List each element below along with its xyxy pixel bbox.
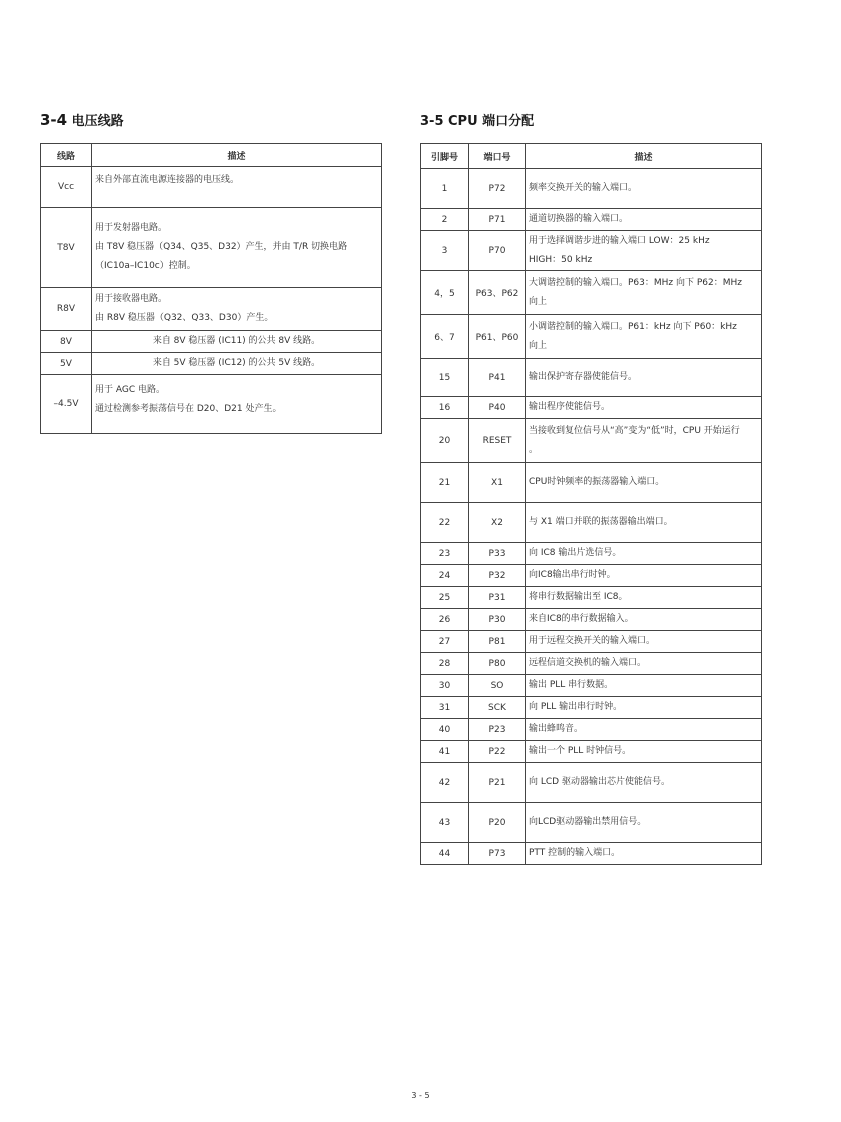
table-row: [421, 543, 762, 565]
pin-cell: 21: [421, 463, 469, 503]
description-line: 向LCD驱动器输出禁用信号。: [529, 817, 647, 827]
description-cell: [526, 675, 762, 697]
description-line: 输出保护寄存器使能信号。: [529, 372, 638, 382]
port-cell: X2: [469, 503, 526, 543]
description-cell: [526, 359, 762, 397]
description-line: 大调谐控制的输入端口。P63：MHz 向下 P62：MHz: [529, 277, 742, 288]
port-cell: P31: [469, 587, 526, 609]
table-header-row: [421, 144, 762, 169]
voltage-lines-table: [40, 143, 382, 434]
port-cell: P30: [469, 609, 526, 631]
line-cell: R8V: [41, 288, 92, 331]
pin-cell: 24: [421, 565, 469, 587]
table-row: [421, 315, 762, 359]
cpu-table-body: [421, 169, 762, 865]
description-cell: [526, 543, 762, 565]
description-cell: [526, 741, 762, 763]
port-cell: P41: [469, 359, 526, 397]
description-cell: [92, 208, 382, 288]
column-header-line: 线路: [41, 144, 92, 167]
description-line: PTT 控制的输入端口。: [529, 848, 621, 858]
port-cell: SO: [469, 675, 526, 697]
table-header-row: [41, 144, 382, 167]
section-title-voltage-lines: [40, 110, 124, 129]
table-row: [421, 719, 762, 741]
cpu-port-table: [420, 143, 762, 865]
port-cell: P61、P60: [469, 315, 526, 359]
pin-cell: 6、7: [421, 315, 469, 359]
port-cell: P71: [469, 209, 526, 231]
description-cell: [526, 719, 762, 741]
description-line: 输出 PLL 串行数据。: [529, 680, 614, 690]
description-line: 。: [529, 444, 539, 455]
description-line: 将串行数据输出至 IC8。: [529, 592, 628, 602]
table-row: [421, 803, 762, 843]
description-line: 用于远程交换开关的输入端口。: [529, 636, 656, 646]
table-row: [421, 587, 762, 609]
description-cell: [526, 609, 762, 631]
description-cell: [526, 631, 762, 653]
line-cell: –4.5V: [41, 375, 92, 434]
description-line: 小调谐控制的输入端口。P61：kHz 向下 P60：kHz: [529, 321, 737, 332]
pin-cell: 1: [421, 169, 469, 209]
table-row: [421, 209, 762, 231]
description-cell: [92, 288, 382, 331]
pin-cell: 2: [421, 209, 469, 231]
description-cell: [526, 843, 762, 865]
table-row: [41, 331, 382, 353]
table-row: [421, 565, 762, 587]
description-cell: [526, 315, 762, 359]
port-cell: P73: [469, 843, 526, 865]
port-cell: P81: [469, 631, 526, 653]
description-cell: [526, 803, 762, 843]
table-row: [421, 503, 762, 543]
description-line: 向 LCD 驱动器输出芯片使能信号。: [529, 777, 670, 787]
description-cell: [526, 271, 762, 315]
description-cell: [92, 375, 382, 434]
description-line: 与 X1 端口并联的振荡器输出端口。: [529, 517, 673, 527]
section-title-text: 电压线路: [71, 114, 124, 129]
pin-cell: 44: [421, 843, 469, 865]
description-line: 输出程序使能信号。: [529, 402, 611, 412]
table-row: [421, 653, 762, 675]
column-header-pin: 引脚号: [421, 144, 469, 169]
table-row: [41, 353, 382, 375]
description-cell: [526, 231, 762, 271]
port-cell: P22: [469, 741, 526, 763]
table-row: [421, 463, 762, 503]
port-cell: RESET: [469, 419, 526, 463]
column-header-description: 描述: [526, 144, 762, 169]
description-cell: 来自 8V 稳压器 (IC11) 的公共 8V 线路。: [92, 331, 382, 353]
description-line: 通过检测参考振荡信号在 D20、D21 处产生。: [95, 404, 282, 414]
description-line: 来自外部直流电源连接器的电压线。: [95, 175, 240, 185]
description-line: 来自IC8的串行数据输入。: [529, 614, 634, 624]
table-row: [421, 631, 762, 653]
description-line: 输出蜂鸣音。: [529, 724, 584, 734]
section-title-cpu-ports: 3-5 CPU 端口分配: [420, 114, 535, 129]
pin-cell: 20: [421, 419, 469, 463]
port-cell: P32: [469, 565, 526, 587]
table-row: [421, 169, 762, 209]
description-line: 输出一个 PLL 时钟信号。: [529, 746, 632, 756]
port-cell: P72: [469, 169, 526, 209]
pin-cell: 16: [421, 397, 469, 419]
description-cell: [526, 763, 762, 803]
description-cell: [526, 419, 762, 463]
table-row: [41, 208, 382, 288]
line-cell: T8V: [41, 208, 92, 288]
table-row: [421, 271, 762, 315]
description-line: 向 PLL 输出串行时钟。: [529, 702, 623, 712]
port-cell: P80: [469, 653, 526, 675]
description-cell: [526, 463, 762, 503]
table-row: [421, 675, 762, 697]
port-cell: P20: [469, 803, 526, 843]
description-line: 向上: [529, 296, 548, 307]
table-row: [421, 741, 762, 763]
description-cell: [526, 209, 762, 231]
pin-cell: 31: [421, 697, 469, 719]
description-cell: [526, 587, 762, 609]
description-cell: [526, 653, 762, 675]
description-line: 由 R8V 稳压器（Q32、Q33、D30）产生。: [95, 313, 274, 323]
description-line: 通道切换器的输入端口。: [529, 214, 629, 224]
table-row: [41, 288, 382, 331]
pin-cell: 42: [421, 763, 469, 803]
description-line: 向IC8输出串行时钟。: [529, 570, 616, 580]
table-row: [421, 609, 762, 631]
description-line: 向上: [529, 340, 548, 351]
table-row: [421, 359, 762, 397]
description-cell: [526, 697, 762, 719]
description-cell: 来自 5V 稳压器 (IC12) 的公共 5V 线路。: [92, 353, 382, 375]
port-cell: X1: [469, 463, 526, 503]
description-cell: [92, 167, 382, 208]
description-cell: [526, 503, 762, 543]
description-line: 当接收到复位信号从“高”变为“低”时，CPU 开始运行: [529, 425, 740, 436]
port-cell: P21: [469, 763, 526, 803]
description-line: （IC10a–IC10c）控制。: [95, 261, 196, 271]
pin-cell: 26: [421, 609, 469, 631]
pin-cell: 15: [421, 359, 469, 397]
column-header-port: 端口号: [469, 144, 526, 169]
description-cell: [526, 169, 762, 209]
section-number: 3-4: [40, 111, 68, 129]
table-row: [421, 419, 762, 463]
table-row: [421, 397, 762, 419]
pin-cell: 28: [421, 653, 469, 675]
pin-cell: 40: [421, 719, 469, 741]
table-row: [41, 375, 382, 434]
pin-cell: 22: [421, 503, 469, 543]
table-row: [421, 763, 762, 803]
pin-cell: 25: [421, 587, 469, 609]
page-number: 3 - 5: [411, 1091, 430, 1100]
description-line: 用于接收器电路。: [95, 294, 168, 304]
port-cell: P23: [469, 719, 526, 741]
column-header-description: 描述: [92, 144, 382, 167]
pin-cell: 41: [421, 741, 469, 763]
port-cell: P70: [469, 231, 526, 271]
table-row: [421, 231, 762, 271]
description-cell: [526, 397, 762, 419]
pin-cell: 4，5: [421, 271, 469, 315]
description-line: 频率交换开关的输入端口。: [529, 183, 638, 193]
description-line: 向 IC8 输出片选信号。: [529, 548, 622, 558]
description-line: HIGH：50 kHz: [529, 254, 593, 265]
pin-cell: 30: [421, 675, 469, 697]
table-row: [421, 843, 762, 865]
description-line: 由 T8V 稳压器（Q34、Q35、D32）产生，并由 T/R 切换电路: [95, 242, 348, 252]
description-line: 用于 AGC 电路。: [95, 385, 165, 395]
description-line: 用于选择调谐步进的输入端口 LOW：25 kHz: [529, 235, 710, 246]
port-cell: P33: [469, 543, 526, 565]
description-cell: [526, 565, 762, 587]
description-line: CPU时钟频率的振荡器输入端口。: [529, 477, 665, 487]
table-row: [41, 167, 382, 208]
pin-cell: 3: [421, 231, 469, 271]
port-cell: P63、P62: [469, 271, 526, 315]
description-line: 用于发射器电路。: [95, 223, 168, 233]
description-line: 远程信道交换机的输入端口。: [529, 658, 647, 668]
port-cell: SCK: [469, 697, 526, 719]
pin-cell: 27: [421, 631, 469, 653]
port-cell: P40: [469, 397, 526, 419]
line-cell: 8V: [41, 331, 92, 353]
table-row: [421, 697, 762, 719]
line-cell: 5V: [41, 353, 92, 375]
pin-cell: 23: [421, 543, 469, 565]
line-cell: Vcc: [41, 167, 92, 208]
pin-cell: 43: [421, 803, 469, 843]
